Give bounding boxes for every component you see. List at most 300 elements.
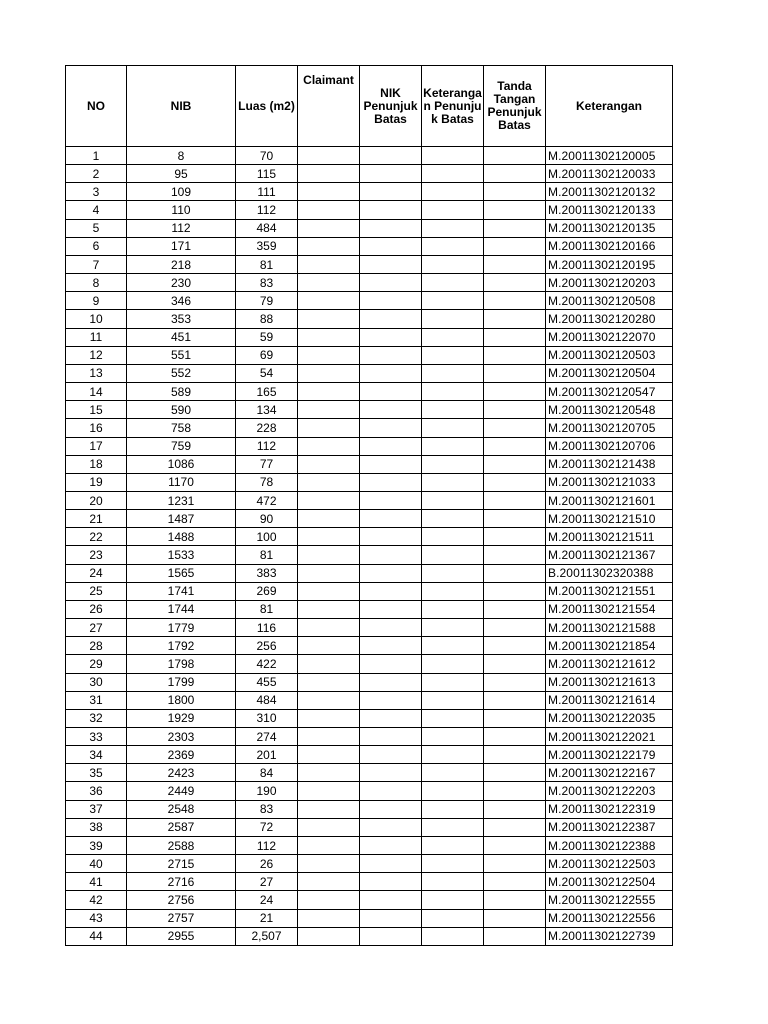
table-row (66, 746, 673, 764)
cell-nik-penunjuk-batas (360, 909, 422, 927)
cell-claimant (298, 473, 360, 491)
cell-luas: 256 (236, 637, 298, 655)
cell-luas: 134 (236, 401, 298, 419)
cell-nib: 353 (127, 310, 236, 328)
cell-luas: 21 (236, 909, 298, 927)
cell-nib: 552 (127, 364, 236, 382)
cell-keterangan: M.20011302120132 (546, 183, 673, 201)
cell-no: 2 (66, 165, 127, 183)
cell-nik-penunjuk-batas (360, 709, 422, 727)
cell-nik-penunjuk-batas (360, 310, 422, 328)
cell-tanda-tangan-penunjuk-batas (484, 782, 546, 800)
cell-keterangan-penunjuk-batas (422, 818, 484, 836)
cell-keterangan: M.20011302120195 (546, 255, 673, 273)
cell-keterangan-penunjuk-batas (422, 201, 484, 219)
cell-nib: 2369 (127, 746, 236, 764)
cell-no: 39 (66, 836, 127, 854)
cell-no: 10 (66, 310, 127, 328)
cell-keterangan-penunjuk-batas (422, 927, 484, 945)
cell-nib: 2715 (127, 855, 236, 873)
cell-no: 41 (66, 873, 127, 891)
cell-keterangan: M.20011302120705 (546, 419, 673, 437)
cell-claimant (298, 310, 360, 328)
cell-luas: 90 (236, 510, 298, 528)
table-row (66, 546, 673, 564)
cell-claimant (298, 800, 360, 818)
cell-claimant (298, 818, 360, 836)
cell-claimant (298, 346, 360, 364)
cell-luas: 115 (236, 165, 298, 183)
cell-nik-penunjuk-batas (360, 691, 422, 709)
table-row (66, 927, 673, 945)
cell-luas: 70 (236, 147, 298, 165)
cell-nib: 1929 (127, 709, 236, 727)
cell-no: 16 (66, 419, 127, 437)
cell-keterangan-penunjuk-batas (422, 528, 484, 546)
cell-nib: 1744 (127, 600, 236, 618)
cell-luas: 88 (236, 310, 298, 328)
cell-nib: 2548 (127, 800, 236, 818)
cell-keterangan: M.20011302120005 (546, 147, 673, 165)
cell-nib: 1533 (127, 546, 236, 564)
cell-nib: 2955 (127, 927, 236, 945)
cell-keterangan: M.20011302122179 (546, 746, 673, 764)
cell-keterangan: M.20011302122504 (546, 873, 673, 891)
cell-no: 3 (66, 183, 127, 201)
cell-claimant (298, 655, 360, 673)
cell-claimant (298, 891, 360, 909)
cell-nib: 2449 (127, 782, 236, 800)
cell-claimant (298, 183, 360, 201)
cell-claimant (298, 528, 360, 546)
cell-nib: 758 (127, 419, 236, 437)
cell-keterangan: M.20011302122739 (546, 927, 673, 945)
cell-nik-penunjuk-batas (360, 637, 422, 655)
cell-tanda-tangan-penunjuk-batas (484, 364, 546, 382)
cell-nib: 451 (127, 328, 236, 346)
cell-keterangan-penunjuk-batas (422, 419, 484, 437)
header-keterangan: Keterangan (546, 66, 673, 147)
cell-keterangan-penunjuk-batas (422, 564, 484, 582)
cell-nib: 8 (127, 147, 236, 165)
cell-luas: 165 (236, 383, 298, 401)
table-row (66, 310, 673, 328)
cell-luas: 79 (236, 292, 298, 310)
cell-luas: 484 (236, 691, 298, 709)
cell-no: 30 (66, 673, 127, 691)
table-row (66, 455, 673, 473)
cell-nib: 2423 (127, 764, 236, 782)
cell-keterangan: M.20011302121510 (546, 510, 673, 528)
cell-keterangan: M.20011302120706 (546, 437, 673, 455)
cell-no: 29 (66, 655, 127, 673)
cell-nik-penunjuk-batas (360, 491, 422, 509)
cell-keterangan: M.20011302120504 (546, 364, 673, 382)
cell-claimant (298, 728, 360, 746)
header-nik-penunjuk-batas: NIK Penunjuk Batas (360, 66, 422, 147)
cell-claimant (298, 600, 360, 618)
table-row (66, 619, 673, 637)
cell-tanda-tangan-penunjuk-batas (484, 310, 546, 328)
cell-tanda-tangan-penunjuk-batas (484, 147, 546, 165)
cell-tanda-tangan-penunjuk-batas (484, 673, 546, 691)
cell-luas: 54 (236, 364, 298, 382)
cell-keterangan: M.20011302120547 (546, 383, 673, 401)
cell-nib: 2756 (127, 891, 236, 909)
cell-claimant (298, 582, 360, 600)
cell-nib: 1086 (127, 455, 236, 473)
cell-nik-penunjuk-batas (360, 746, 422, 764)
cell-luas: 83 (236, 274, 298, 292)
table-row (66, 346, 673, 364)
cell-no: 11 (66, 328, 127, 346)
cell-claimant (298, 764, 360, 782)
table-row (66, 800, 673, 818)
cell-luas: 472 (236, 491, 298, 509)
cell-luas: 201 (236, 746, 298, 764)
cell-keterangan: M.20011302121613 (546, 673, 673, 691)
cell-nik-penunjuk-batas (360, 437, 422, 455)
cell-luas: 274 (236, 728, 298, 746)
cell-nik-penunjuk-batas (360, 855, 422, 873)
cell-nik-penunjuk-batas (360, 510, 422, 528)
cell-keterangan: M.20011302121854 (546, 637, 673, 655)
cell-tanda-tangan-penunjuk-batas (484, 818, 546, 836)
table-row (66, 673, 673, 691)
table-row (66, 782, 673, 800)
cell-no: 38 (66, 818, 127, 836)
cell-luas: 78 (236, 473, 298, 491)
cell-claimant (298, 383, 360, 401)
table-row (66, 219, 673, 237)
cell-nik-penunjuk-batas (360, 165, 422, 183)
cell-keterangan: M.20011302120203 (546, 274, 673, 292)
table-row (66, 419, 673, 437)
cell-nik-penunjuk-batas (360, 473, 422, 491)
table-row (66, 891, 673, 909)
cell-tanda-tangan-penunjuk-batas (484, 927, 546, 945)
cell-claimant (298, 437, 360, 455)
cell-keterangan: M.20011302122319 (546, 800, 673, 818)
cell-claimant (298, 401, 360, 419)
cell-keterangan: M.20011302121614 (546, 691, 673, 709)
table-row (66, 364, 673, 382)
cell-no: 12 (66, 346, 127, 364)
cell-nib: 590 (127, 401, 236, 419)
cell-luas: 112 (236, 836, 298, 854)
cell-no: 42 (66, 891, 127, 909)
header-nib: NIB (127, 66, 236, 147)
cell-claimant (298, 564, 360, 582)
cell-nib: 1792 (127, 637, 236, 655)
table-row (66, 510, 673, 528)
table-row (66, 201, 673, 219)
cell-nik-penunjuk-batas (360, 927, 422, 945)
cell-keterangan-penunjuk-batas (422, 491, 484, 509)
cell-nik-penunjuk-batas (360, 401, 422, 419)
cell-claimant (298, 909, 360, 927)
cell-luas: 69 (236, 346, 298, 364)
cell-keterangan: M.20011302121601 (546, 491, 673, 509)
cell-keterangan: M.20011302120133 (546, 201, 673, 219)
header-claimant: Claimant (298, 66, 360, 147)
cell-nib: 759 (127, 437, 236, 455)
cell-luas: 81 (236, 546, 298, 564)
cell-keterangan-penunjuk-batas (422, 619, 484, 637)
cell-keterangan: M.20011302122503 (546, 855, 673, 873)
cell-no: 17 (66, 437, 127, 455)
cell-keterangan-penunjuk-batas (422, 219, 484, 237)
table-row (66, 691, 673, 709)
cell-nib: 218 (127, 255, 236, 273)
cell-no: 5 (66, 219, 127, 237)
cell-luas: 26 (236, 855, 298, 873)
cell-keterangan: M.20011302122070 (546, 328, 673, 346)
cell-keterangan: M.20011302121551 (546, 582, 673, 600)
cell-no: 27 (66, 619, 127, 637)
cell-keterangan-penunjuk-batas (422, 909, 484, 927)
cell-no: 31 (66, 691, 127, 709)
cell-keterangan-penunjuk-batas (422, 891, 484, 909)
cell-keterangan-penunjuk-batas (422, 383, 484, 401)
cell-keterangan: M.20011302121554 (546, 600, 673, 618)
cell-nik-penunjuk-batas (360, 255, 422, 273)
table-body (66, 147, 673, 946)
cell-tanda-tangan-penunjuk-batas (484, 292, 546, 310)
cell-nik-penunjuk-batas (360, 201, 422, 219)
cell-nib: 1799 (127, 673, 236, 691)
cell-tanda-tangan-penunjuk-batas (484, 709, 546, 727)
cell-tanda-tangan-penunjuk-batas (484, 201, 546, 219)
cell-keterangan-penunjuk-batas (422, 746, 484, 764)
cell-luas: 112 (236, 437, 298, 455)
cell-luas: 59 (236, 328, 298, 346)
cell-claimant (298, 709, 360, 727)
cell-keterangan: M.20011302120135 (546, 219, 673, 237)
cell-nib: 109 (127, 183, 236, 201)
table-row (66, 855, 673, 873)
cell-luas: 83 (236, 800, 298, 818)
cell-tanda-tangan-penunjuk-batas (484, 800, 546, 818)
cell-no: 9 (66, 292, 127, 310)
cell-nib: 112 (127, 219, 236, 237)
cell-claimant (298, 673, 360, 691)
cell-keterangan-penunjuk-batas (422, 873, 484, 891)
cell-keterangan: M.20011302122203 (546, 782, 673, 800)
table-row (66, 292, 673, 310)
cell-no: 4 (66, 201, 127, 219)
cell-luas: 228 (236, 419, 298, 437)
cell-luas: 77 (236, 455, 298, 473)
cell-tanda-tangan-penunjuk-batas (484, 528, 546, 546)
cell-tanda-tangan-penunjuk-batas (484, 510, 546, 528)
cell-keterangan-penunjuk-batas (422, 147, 484, 165)
cell-claimant (298, 691, 360, 709)
cell-no: 20 (66, 491, 127, 509)
cell-luas: 111 (236, 183, 298, 201)
table-row (66, 873, 673, 891)
cell-luas: 455 (236, 673, 298, 691)
table-row (66, 165, 673, 183)
cell-tanda-tangan-penunjuk-batas (484, 582, 546, 600)
cell-keterangan: M.20011302120503 (546, 346, 673, 364)
cell-tanda-tangan-penunjuk-batas (484, 637, 546, 655)
cell-claimant (298, 491, 360, 509)
cell-claimant (298, 328, 360, 346)
cell-tanda-tangan-penunjuk-batas (484, 165, 546, 183)
cell-no: 24 (66, 564, 127, 582)
cell-no: 34 (66, 746, 127, 764)
cell-keterangan-penunjuk-batas (422, 836, 484, 854)
cell-claimant (298, 546, 360, 564)
cell-nib: 171 (127, 237, 236, 255)
cell-nib: 110 (127, 201, 236, 219)
cell-nib: 1800 (127, 691, 236, 709)
cell-keterangan-penunjuk-batas (422, 728, 484, 746)
table-row (66, 383, 673, 401)
cell-nik-penunjuk-batas (360, 364, 422, 382)
cell-nib: 1487 (127, 510, 236, 528)
cell-claimant (298, 292, 360, 310)
table-row (66, 237, 673, 255)
cell-nib: 2757 (127, 909, 236, 927)
cell-tanda-tangan-penunjuk-batas (484, 746, 546, 764)
cell-keterangan: M.20011302122388 (546, 836, 673, 854)
cell-tanda-tangan-penunjuk-batas (484, 728, 546, 746)
cell-nik-penunjuk-batas (360, 782, 422, 800)
cell-keterangan: M.20011302120166 (546, 237, 673, 255)
cell-nik-penunjuk-batas (360, 818, 422, 836)
cell-keterangan: M.20011302121612 (546, 655, 673, 673)
cell-keterangan-penunjuk-batas (422, 800, 484, 818)
cell-keterangan: M.20011302120033 (546, 165, 673, 183)
cell-no: 6 (66, 237, 127, 255)
cell-nib: 230 (127, 274, 236, 292)
cell-nik-penunjuk-batas (360, 219, 422, 237)
cell-nib: 1798 (127, 655, 236, 673)
cell-nik-penunjuk-batas (360, 873, 422, 891)
table-row (66, 818, 673, 836)
cell-keterangan-penunjuk-batas (422, 364, 484, 382)
cell-tanda-tangan-penunjuk-batas (484, 346, 546, 364)
cell-tanda-tangan-penunjuk-batas (484, 383, 546, 401)
cell-claimant (298, 201, 360, 219)
cell-tanda-tangan-penunjuk-batas (484, 691, 546, 709)
table-row (66, 836, 673, 854)
cell-no: 28 (66, 637, 127, 655)
cell-tanda-tangan-penunjuk-batas (484, 455, 546, 473)
cell-claimant (298, 782, 360, 800)
cell-tanda-tangan-penunjuk-batas (484, 564, 546, 582)
cell-claimant (298, 419, 360, 437)
cell-claimant (298, 165, 360, 183)
header-luas: Luas (m2) (236, 66, 298, 147)
cell-tanda-tangan-penunjuk-batas (484, 600, 546, 618)
cell-no: 44 (66, 927, 127, 945)
cell-keterangan-penunjuk-batas (422, 709, 484, 727)
cell-tanda-tangan-penunjuk-batas (484, 219, 546, 237)
cell-keterangan-penunjuk-batas (422, 637, 484, 655)
cell-keterangan: M.20011302120548 (546, 401, 673, 419)
cell-keterangan-penunjuk-batas (422, 183, 484, 201)
cell-luas: 27 (236, 873, 298, 891)
cell-luas: 112 (236, 201, 298, 219)
cell-nik-penunjuk-batas (360, 564, 422, 582)
table-row (66, 401, 673, 419)
cell-tanda-tangan-penunjuk-batas (484, 473, 546, 491)
cell-luas: 484 (236, 219, 298, 237)
table-row (66, 600, 673, 618)
cell-keterangan-penunjuk-batas (422, 165, 484, 183)
cell-claimant (298, 455, 360, 473)
table-row (66, 328, 673, 346)
cell-luas: 81 (236, 600, 298, 618)
cell-keterangan-penunjuk-batas (422, 673, 484, 691)
cell-no: 36 (66, 782, 127, 800)
table-row (66, 528, 673, 546)
table-row (66, 437, 673, 455)
cell-tanda-tangan-penunjuk-batas (484, 237, 546, 255)
cell-tanda-tangan-penunjuk-batas (484, 183, 546, 201)
cell-keterangan: M.20011302122555 (546, 891, 673, 909)
cell-no: 21 (66, 510, 127, 528)
cell-no: 15 (66, 401, 127, 419)
cell-nik-penunjuk-batas (360, 800, 422, 818)
cell-luas: 2,507 (236, 927, 298, 945)
cell-keterangan-penunjuk-batas (422, 274, 484, 292)
cell-nib: 1231 (127, 491, 236, 509)
cell-tanda-tangan-penunjuk-batas (484, 873, 546, 891)
table-row (66, 764, 673, 782)
cell-claimant (298, 364, 360, 382)
cell-no: 19 (66, 473, 127, 491)
cell-luas: 84 (236, 764, 298, 782)
cell-claimant (298, 219, 360, 237)
cell-keterangan: M.20011302122387 (546, 818, 673, 836)
cell-claimant (298, 855, 360, 873)
cell-nib: 346 (127, 292, 236, 310)
cell-keterangan: M.20011302121511 (546, 528, 673, 546)
cell-claimant (298, 619, 360, 637)
cell-tanda-tangan-penunjuk-batas (484, 401, 546, 419)
table-row (66, 491, 673, 509)
cell-nib: 1741 (127, 582, 236, 600)
cell-nik-penunjuk-batas (360, 328, 422, 346)
table-row (66, 909, 673, 927)
cell-nib: 1565 (127, 564, 236, 582)
table-row (66, 147, 673, 165)
cell-claimant (298, 637, 360, 655)
cell-claimant (298, 836, 360, 854)
cell-nik-penunjuk-batas (360, 728, 422, 746)
cell-keterangan-penunjuk-batas (422, 655, 484, 673)
cell-tanda-tangan-penunjuk-batas (484, 328, 546, 346)
cell-nik-penunjuk-batas (360, 891, 422, 909)
header-no: NO (66, 66, 127, 147)
cell-keterangan: M.20011302122556 (546, 909, 673, 927)
cell-keterangan-penunjuk-batas (422, 582, 484, 600)
cell-keterangan: M.20011302120280 (546, 310, 673, 328)
cell-keterangan-penunjuk-batas (422, 691, 484, 709)
cell-nik-penunjuk-batas (360, 292, 422, 310)
header-tanda-tangan-penunjuk-batas: Tanda Tangan Penunjuk Batas (484, 66, 546, 147)
cell-no: 43 (66, 909, 127, 927)
cell-keterangan: B.20011302320388 (546, 564, 673, 582)
cell-no: 8 (66, 274, 127, 292)
cell-claimant (298, 255, 360, 273)
header-keterangan-penunjuk-batas: Keterangan Penunjuk Batas (422, 66, 484, 147)
cell-keterangan-penunjuk-batas (422, 546, 484, 564)
